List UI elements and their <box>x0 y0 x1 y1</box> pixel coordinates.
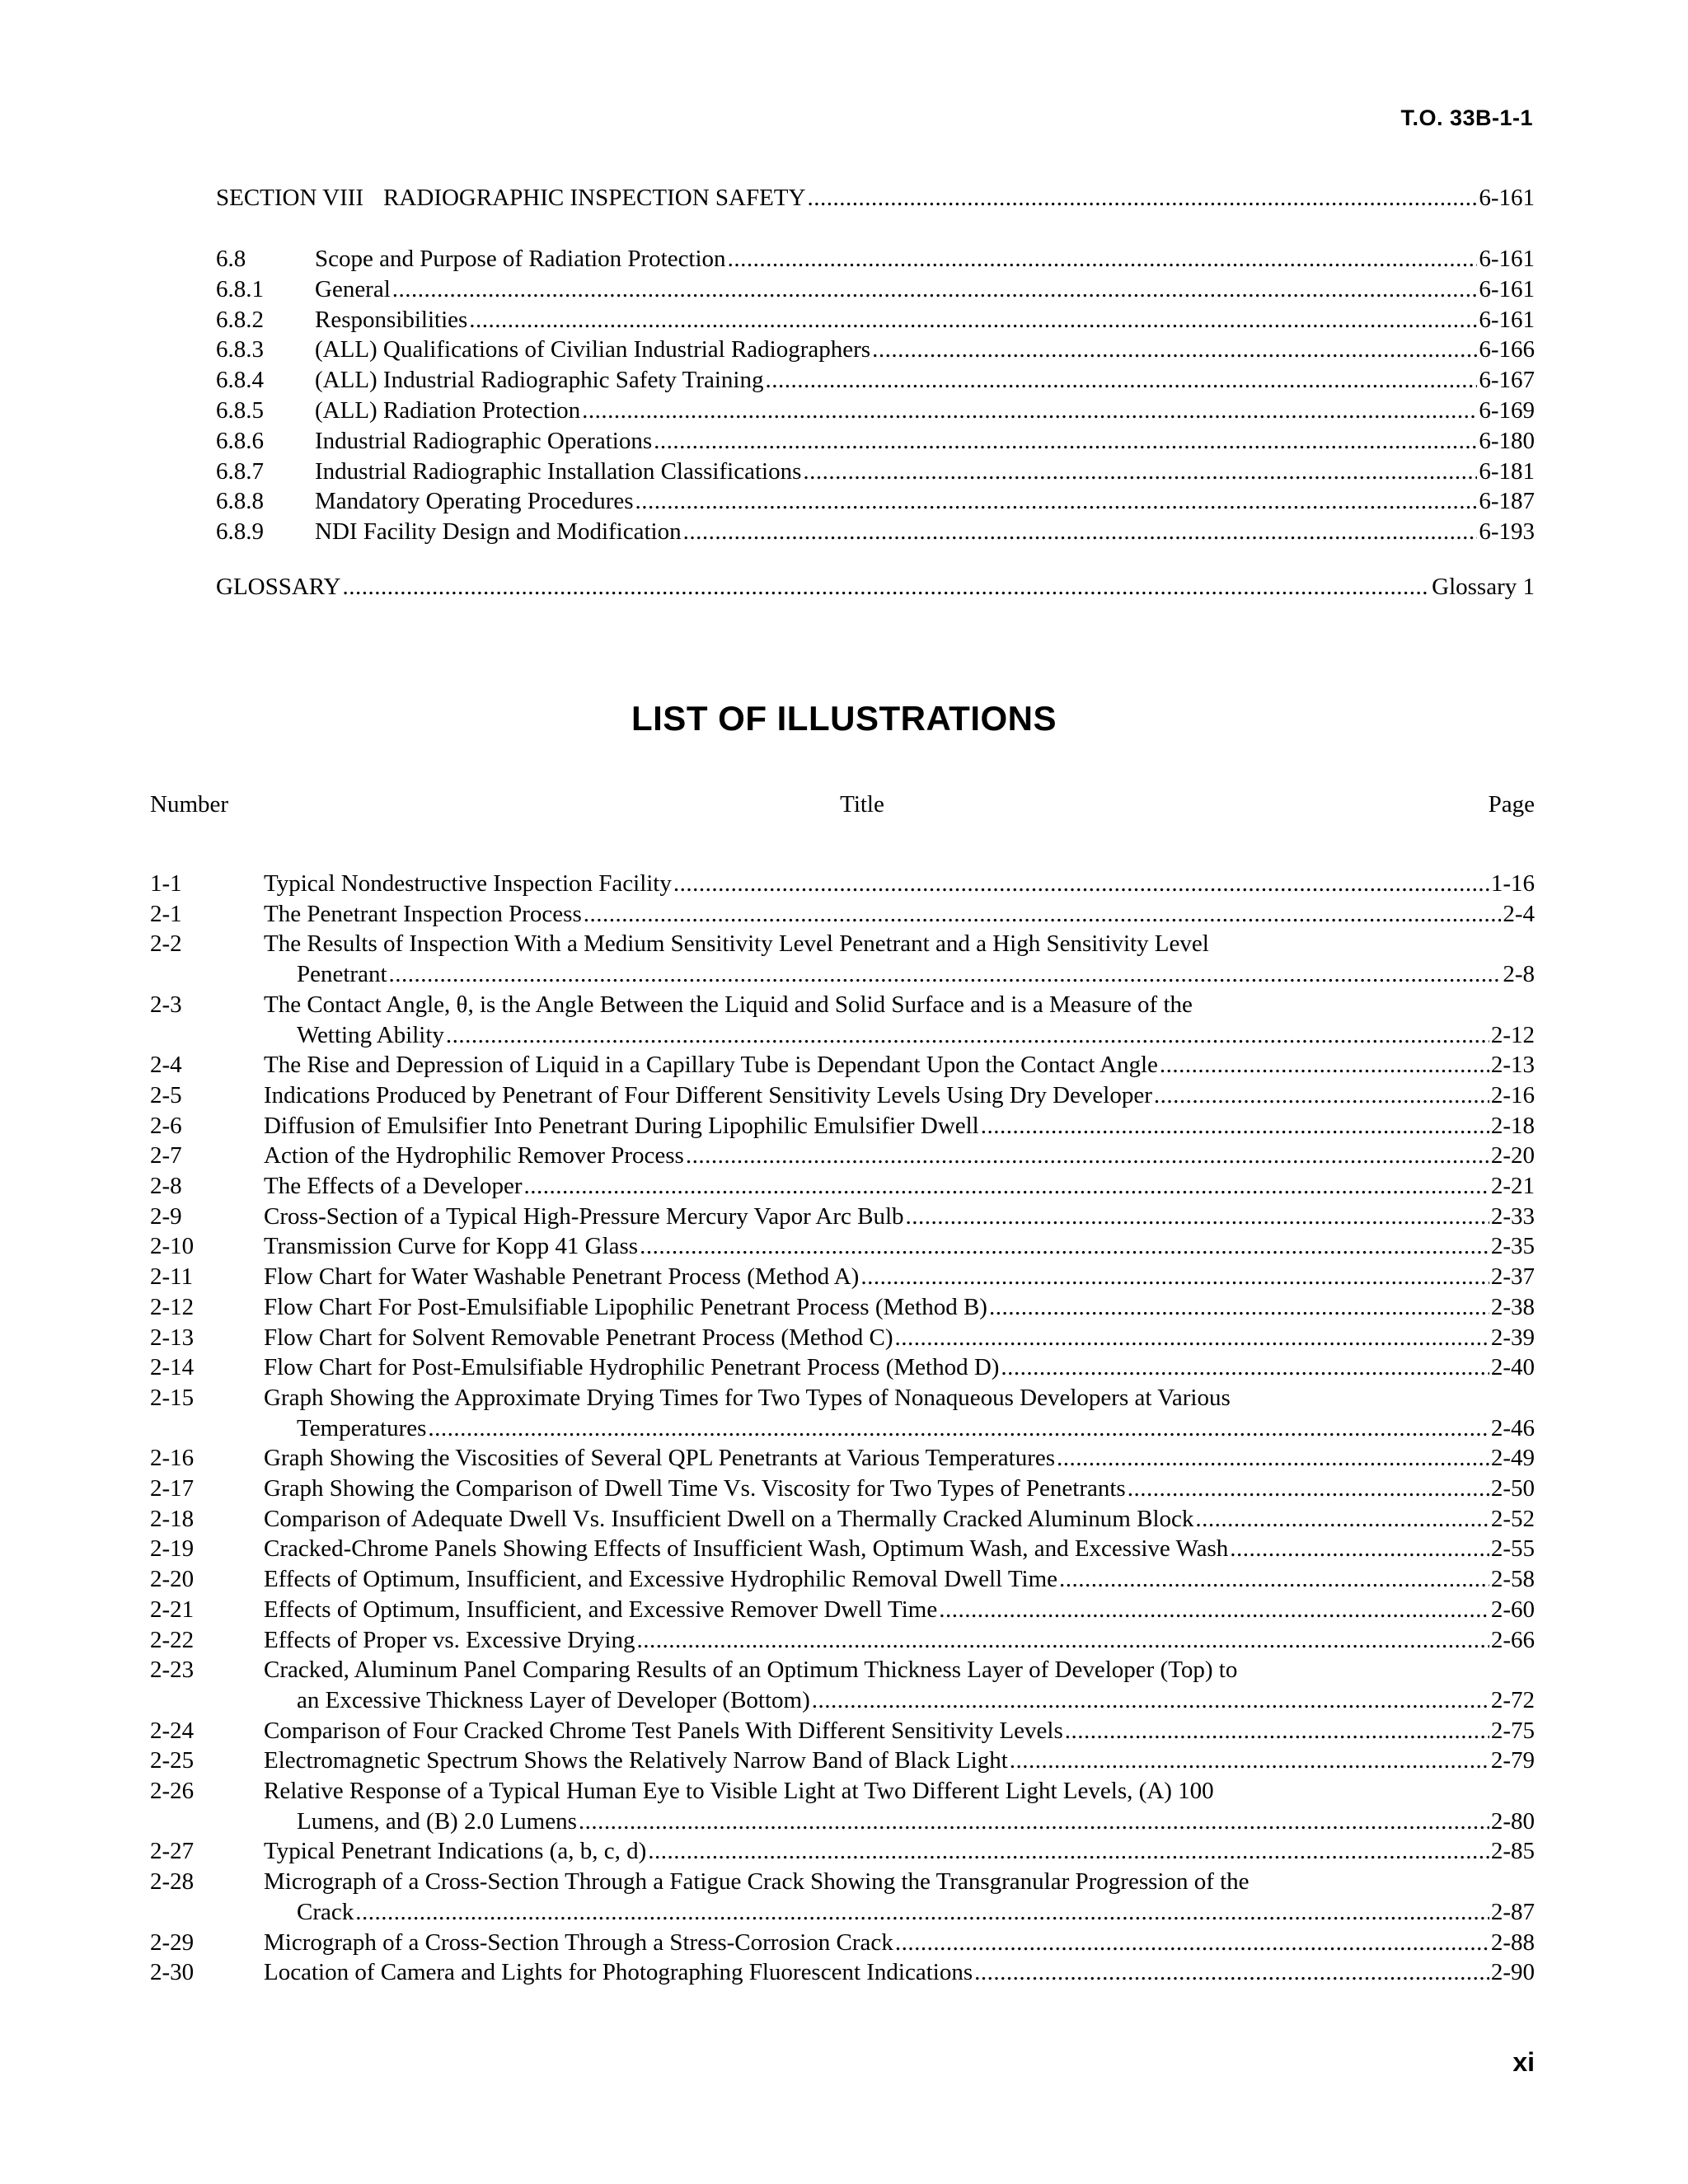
section-title: RADIOGRAPHIC INSPECTION SAFETY <box>383 185 806 211</box>
toc-entry[interactable] <box>216 244 1535 274</box>
leader-dots <box>584 899 1502 930</box>
leader-dots <box>523 1171 1489 1202</box>
illustration-title: Transmission Curve for Kopp 41 Glass <box>264 1233 639 1260</box>
leader-dots <box>981 1111 1489 1141</box>
leader-dots <box>872 335 1477 365</box>
toc-page: 6-193 <box>1479 518 1535 546</box>
illustration-title: Graph Showing the Comparison of Dwell Time Vs. Viscosity for Two Types of Penetrants <box>264 1475 1126 1502</box>
illustration-number: 2-1 <box>150 900 182 927</box>
illustration-entry[interactable] <box>264 1564 1535 1595</box>
toc-page: 6-167 <box>1479 367 1535 394</box>
toc-page: 6-181 <box>1479 457 1535 485</box>
illustration-page: 2-13 <box>1490 1052 1535 1079</box>
illustration-title: Graph Showing the Viscosities of Several QPL Penetrants at Various Temperatures <box>264 1445 1056 1472</box>
toc-title: (ALL) Industrial Radiographic Safety Training <box>315 367 764 394</box>
illustration-entry[interactable] <box>264 1323 1535 1353</box>
toc-number: 6.8.2 <box>216 306 264 333</box>
illustration-page: 2-90 <box>1490 1959 1535 1986</box>
illustration-entry[interactable] <box>264 1202 1535 1232</box>
illustration-number: 2-9 <box>150 1202 182 1230</box>
illustration-title: Diffusion of Emulsifier Into Penetrant During Lipophilic Emulsifier Dwell <box>264 1112 979 1139</box>
illustration-page: 2-37 <box>1490 1263 1535 1291</box>
illustration-number: 2-28 <box>150 1868 195 1896</box>
illustration-title: Comparison of Four Cracked Chrome Test Panels With Different Sensitivity Levels <box>264 1717 1063 1744</box>
illustration-title: Cross-Section of a Typical High-Pressure Mercury Vapor Arc Bulb <box>264 1202 904 1230</box>
toc-page: 6-180 <box>1479 427 1535 454</box>
illustration-entry[interactable] <box>264 1231 1535 1262</box>
illustration-title: Action of the Hydrophilic Remover Process <box>264 1142 684 1169</box>
illustration-entry[interactable] <box>264 1262 1535 1292</box>
illustration-number: 2-16 <box>150 1445 195 1472</box>
illustration-title: The Rise and Depression of Liquid in a Capillary Tube is Dependant Upon the Contact Angle <box>264 1052 1158 1079</box>
illustration-number: 2-11 <box>150 1263 194 1291</box>
illustration-title: Penetrant <box>297 961 387 988</box>
toc-title: Industrial Radiographic Installation Classifications <box>315 457 802 485</box>
illustration-number: 2-5 <box>150 1081 182 1108</box>
illustration-entry[interactable] <box>264 1836 1535 1867</box>
illustration-page: 2-58 <box>1490 1566 1535 1593</box>
leader-dots <box>355 1897 1489 1928</box>
illustration-page: 1-16 <box>1490 870 1535 897</box>
illustration-entry[interactable] <box>264 1292 1535 1323</box>
illustration-number: 2-18 <box>150 1505 195 1532</box>
illustration-number: 2-2 <box>150 930 182 958</box>
leader-dots <box>728 244 1478 274</box>
illustration-title: Crack <box>297 1898 354 1925</box>
column-header-number: Number <box>150 791 229 818</box>
toc-number: 6.8.8 <box>216 488 264 515</box>
section-page: 6-161 <box>1479 185 1535 211</box>
toc-entry[interactable] <box>216 396 1535 426</box>
leader-dots <box>974 1957 1489 1988</box>
illustration-page: 2-40 <box>1490 1354 1535 1381</box>
toc-entry[interactable] <box>216 335 1535 365</box>
toc-page: 6-161 <box>1479 306 1535 333</box>
leader-dots <box>582 396 1477 426</box>
illustration-number: 2-7 <box>150 1142 182 1169</box>
illustration-number: 2-30 <box>150 1959 195 1986</box>
illustration-number: 1-1 <box>150 870 182 897</box>
illustration-entry[interactable] <box>297 1020 1535 1051</box>
leader-dots <box>807 183 1477 213</box>
illustration-entry[interactable] <box>264 1443 1535 1474</box>
leader-dots <box>640 1231 1489 1262</box>
column-header-title: Title <box>840 791 884 818</box>
list-of-illustrations-heading: LIST OF ILLUSTRATIONS <box>631 699 1057 738</box>
toc-title: NDI Facility Design and Modification <box>315 518 682 546</box>
illustration-title: Indications Produced by Penetrant of Four Different Sensitivity Levels Using Dry Developer <box>264 1081 1152 1108</box>
toc-title: (ALL) Radiation Protection <box>315 397 581 424</box>
leader-dots <box>392 274 1478 305</box>
illustration-entry[interactable] <box>264 1050 1535 1080</box>
document-code: T.O. 33B-1-1 <box>1400 105 1533 130</box>
illustration-title: Typical Penetrant Indications (a, b, c, d) <box>264 1838 647 1865</box>
toc-entry[interactable] <box>216 365 1535 396</box>
leader-dots <box>579 1807 1489 1837</box>
toc-title: Responsibilities <box>315 306 468 333</box>
illustration-title: Micrograph of a Cross-Section Through a Stress-Corrosion Crack <box>264 1929 893 1956</box>
glossary-page: Glossary 1 <box>1432 574 1535 600</box>
illustration-title: Flow Chart for Water Washable Penetrant Process (Method A) <box>264 1263 860 1291</box>
illustration-title: Lumens, and (B) 2.0 Lumens <box>297 1807 577 1835</box>
illustration-entry[interactable] <box>264 1534 1535 1564</box>
toc-title: Industrial Radiographic Operations <box>315 427 653 454</box>
illustration-number: 2-26 <box>150 1778 195 1804</box>
illustration-page: 2-87 <box>1490 1898 1535 1925</box>
illustration-number: 2-19 <box>150 1535 195 1563</box>
leader-dots <box>906 1202 1489 1232</box>
toc-title: General <box>315 275 391 302</box>
illustration-title: an Excessive Thickness Layer of Developer (Bottom) <box>297 1686 810 1713</box>
illustration-entry[interactable] <box>264 1595 1535 1625</box>
illustration-entry[interactable] <box>264 869 1535 899</box>
illustration-number: 2-6 <box>150 1112 182 1139</box>
leader-dots <box>673 869 1489 899</box>
leader-dots <box>686 1141 1489 1171</box>
illustration-entry[interactable] <box>264 1716 1535 1746</box>
section-label: SECTION VIII <box>216 185 364 211</box>
illustration-entry[interactable] <box>297 1413 1535 1444</box>
toc-number: 6.8.3 <box>216 336 264 363</box>
illustration-title: Cracked-Chrome Panels Showing Effects of Insufficient Wash, Optimum Wash, and Excessive Wash <box>264 1535 1229 1563</box>
leader-dots <box>389 959 1502 990</box>
illustration-page: 2-8 <box>1503 961 1535 988</box>
toc-title: Scope and Purpose of Radiation Protection <box>315 246 726 272</box>
illustration-title: Flow Chart for Solvent Removable Penetrant Process (Method C) <box>264 1324 893 1351</box>
illustration-title: Flow Chart for Post-Emulsifiable Hydrophilic Penetrant Process (Method D) <box>264 1354 1000 1381</box>
illustration-entry[interactable] <box>264 1141 1535 1171</box>
illustration-title: Temperatures <box>297 1414 427 1441</box>
illustration-title: Flow Chart For Post-Emulsifiable Lipophilic Penetrant Process (Method B) <box>264 1293 987 1320</box>
toc-title: Mandatory Operating Procedures <box>315 488 634 515</box>
illustration-page: 2-66 <box>1490 1626 1535 1653</box>
leader-dots <box>1065 1716 1489 1746</box>
illustration-page: 2-39 <box>1490 1324 1535 1351</box>
toc-number: 6.8 <box>216 246 246 272</box>
illustration-title: Comparison of Adequate Dwell Vs. Insufficient Dwell on a Thermally Cracked Aluminum Block <box>264 1505 1194 1532</box>
leader-dots <box>648 1836 1489 1867</box>
illustration-entry[interactable] <box>264 1352 1535 1383</box>
toc-entry[interactable] <box>216 274 1535 305</box>
leader-dots <box>860 1262 1489 1292</box>
leader-dots <box>1160 1050 1489 1080</box>
illustration-page: 2-80 <box>1490 1807 1535 1835</box>
illustration-page: 2-46 <box>1490 1414 1535 1441</box>
leader-dots <box>343 572 1431 602</box>
illustration-page: 2-75 <box>1490 1717 1535 1744</box>
leader-dots <box>1128 1474 1489 1504</box>
toc-entry[interactable] <box>216 486 1535 517</box>
leader-dots <box>895 1928 1489 1958</box>
illustration-page: 2-50 <box>1490 1475 1535 1502</box>
illustration-entry[interactable] <box>264 1504 1535 1535</box>
illustration-entry[interactable] <box>264 1957 1535 1988</box>
toc-number: 6.8.9 <box>216 518 264 546</box>
illustration-page: 2-18 <box>1490 1112 1535 1139</box>
toc-page: 6-161 <box>1479 275 1535 302</box>
illustration-number: 2-25 <box>150 1747 195 1774</box>
illustration-number: 2-17 <box>150 1475 195 1502</box>
illustration-entry[interactable] <box>264 1171 1535 1202</box>
illustration-number: 2-29 <box>150 1929 195 1956</box>
illustration-page: 2-55 <box>1490 1535 1535 1563</box>
toc-entry[interactable] <box>216 517 1535 547</box>
leader-dots <box>989 1292 1489 1323</box>
leader-dots <box>1057 1443 1489 1474</box>
toc-page: 6-187 <box>1479 488 1535 515</box>
illustration-number: 2-27 <box>150 1838 195 1865</box>
illustration-entry[interactable] <box>297 1807 1535 1837</box>
leader-dots <box>1230 1534 1489 1564</box>
illustration-number: 2-22 <box>150 1626 195 1653</box>
leader-dots <box>812 1685 1489 1716</box>
illustration-page: 2-4 <box>1503 900 1535 927</box>
illustration-number: 2-13 <box>150 1324 195 1351</box>
leader-dots <box>635 486 1478 517</box>
toc-number: 6.8.7 <box>216 457 264 485</box>
toc-page: 6-161 <box>1479 246 1535 272</box>
illustration-page: 2-49 <box>1490 1445 1535 1472</box>
illustration-page: 2-21 <box>1490 1173 1535 1199</box>
leader-dots <box>654 426 1477 457</box>
illustration-title[interactable]: Graph Showing the Approximate Drying Times for Two Types of Nonaqueous Developers at Various <box>264 1384 1231 1411</box>
illustration-number: 2-20 <box>150 1566 195 1593</box>
illustration-title: Effects of Proper vs. Excessive Drying <box>264 1626 635 1653</box>
illustration-page: 2-85 <box>1490 1838 1535 1865</box>
illustration-title[interactable]: The Results of Inspection With a Medium Sensitivity Level Penetrant and a High Sensitivity Level <box>264 930 1209 958</box>
illustration-entry[interactable] <box>264 1746 1535 1776</box>
illustration-page: 2-79 <box>1490 1747 1535 1774</box>
toc-page: 6-169 <box>1479 397 1535 424</box>
illustration-page: 2-88 <box>1490 1929 1535 1956</box>
illustration-title: Effects of Optimum, Insufficient, and Excessive Remover Dwell Time <box>264 1596 938 1623</box>
leader-dots <box>765 365 1477 396</box>
illustration-title: Effects of Optimum, Insufficient, and Excessive Hydrophilic Removal Dwell Time <box>264 1566 1058 1593</box>
illustration-entry[interactable] <box>297 1685 1535 1716</box>
column-header-page: Page <box>1488 791 1535 818</box>
illustration-page: 2-33 <box>1490 1202 1535 1230</box>
leader-dots <box>1010 1746 1489 1776</box>
toc-entry[interactable] <box>216 426 1535 457</box>
glossary-title: GLOSSARY <box>216 574 341 600</box>
illustration-title: Location of Camera and Lights for Photographing Fluorescent Indications <box>264 1959 973 1986</box>
leader-dots <box>1001 1352 1489 1383</box>
illustration-page: 2-38 <box>1490 1293 1535 1320</box>
illustration-entry[interactable] <box>264 1080 1535 1111</box>
illustration-entry[interactable] <box>264 1111 1535 1141</box>
illustration-title[interactable]: Relative Response of a Typical Human Eye to Visible Light at Two Different Light Levels, (A) 100 <box>264 1778 1214 1804</box>
illustration-title: The Penetrant Inspection Process <box>264 900 582 927</box>
illustration-number: 2-15 <box>150 1384 195 1411</box>
illustration-number: 2-24 <box>150 1717 195 1744</box>
illustration-entry[interactable] <box>264 1928 1535 1958</box>
illustration-page: 2-72 <box>1490 1686 1535 1713</box>
illustration-title[interactable]: Cracked, Aluminum Panel Comparing Results of an Optimum Thickness Layer of Developer (Top) to <box>264 1657 1238 1684</box>
toc-title: (ALL) Qualifications of Civilian Industrial Radiographers <box>315 336 871 363</box>
leader-dots <box>683 517 1478 547</box>
leader-dots <box>939 1595 1489 1625</box>
leader-dots <box>803 457 1477 487</box>
illustration-entry[interactable] <box>297 1897 1535 1928</box>
leader-dots <box>446 1020 1489 1051</box>
toc-entry[interactable] <box>216 305 1535 335</box>
illustration-page: 2-52 <box>1490 1505 1535 1532</box>
illustration-title: Wetting Ability <box>297 1021 444 1048</box>
illustration-title[interactable]: The Contact Angle, θ, is the Angle Between the Liquid and Solid Surface and is a Measure of the <box>264 991 1193 1018</box>
illustration-number: 2-12 <box>150 1293 195 1320</box>
illustration-number: 2-14 <box>150 1354 195 1381</box>
illustration-title: Typical Nondestructive Inspection Facility <box>264 870 672 897</box>
leader-dots <box>469 305 1477 335</box>
leader-dots <box>1059 1564 1489 1595</box>
illustration-entry[interactable] <box>264 899 1535 930</box>
illustration-entry[interactable] <box>264 1625 1535 1656</box>
illustration-title: Electromagnetic Spectrum Shows the Relatively Narrow Band of Black Light <box>264 1747 1008 1774</box>
leader-dots <box>895 1323 1489 1353</box>
illustration-page: 2-16 <box>1490 1081 1535 1108</box>
toc-number: 6.8.5 <box>216 397 264 424</box>
toc-number: 6.8.4 <box>216 367 264 394</box>
leader-dots <box>636 1625 1489 1656</box>
illustration-number: 2-8 <box>150 1173 182 1199</box>
leader-dots <box>428 1413 1489 1444</box>
illustration-page: 2-35 <box>1490 1233 1535 1260</box>
illustration-title: The Effects of a Developer <box>264 1173 523 1199</box>
section-entry[interactable] <box>216 183 1535 213</box>
illustration-number: 2-21 <box>150 1596 195 1623</box>
toc-entry[interactable] <box>216 457 1535 487</box>
illustration-number: 2-10 <box>150 1233 195 1260</box>
illustration-entry[interactable] <box>297 959 1535 990</box>
illustration-title[interactable]: Micrograph of a Cross-Section Through a Fatigue Crack Showing the Transgranular Progression of the <box>264 1868 1250 1896</box>
toc-number: 6.8.1 <box>216 275 264 302</box>
glossary-entry[interactable] <box>216 572 1535 602</box>
page-number: xi <box>1512 2047 1535 2077</box>
illustration-number: 2-3 <box>150 991 182 1018</box>
illustration-page: 2-20 <box>1490 1142 1535 1169</box>
illustration-number: 2-4 <box>150 1052 182 1079</box>
leader-dots <box>1154 1080 1489 1111</box>
illustration-entry[interactable] <box>264 1474 1535 1504</box>
illustration-number: 2-23 <box>150 1657 195 1684</box>
toc-page: 6-166 <box>1479 336 1535 363</box>
illustration-page: 2-12 <box>1490 1021 1535 1048</box>
illustration-page: 2-60 <box>1490 1596 1535 1623</box>
toc-number: 6.8.6 <box>216 427 264 454</box>
leader-dots <box>1195 1504 1489 1535</box>
